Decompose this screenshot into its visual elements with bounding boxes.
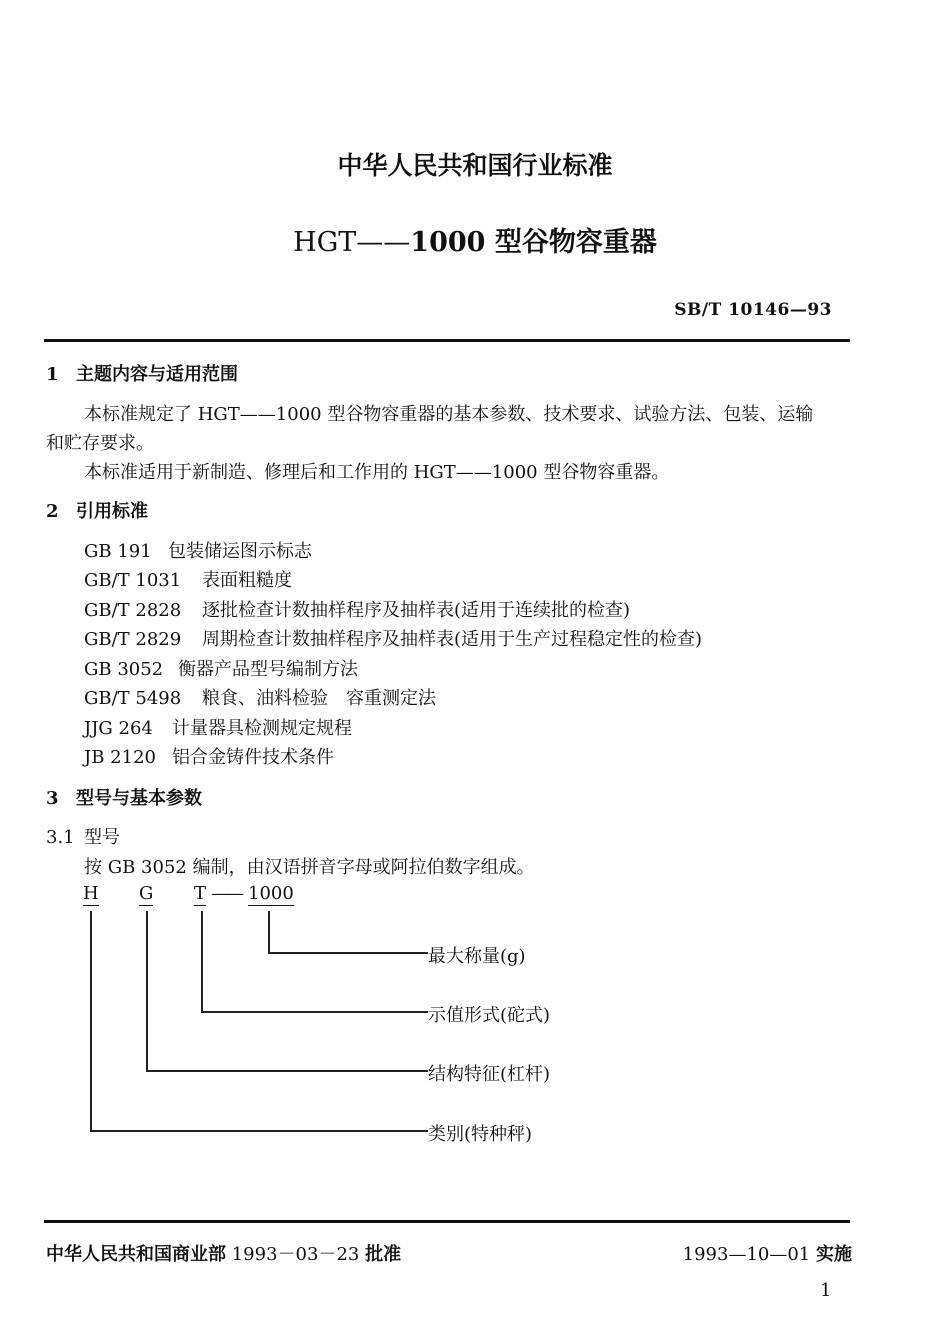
- model-label-max-capacity: 最大称量(g): [428, 946, 526, 967]
- connector-line: [268, 952, 428, 954]
- doc-title: [0, 220, 950, 259]
- connector-line: [146, 1070, 428, 1072]
- approve-word: 批准: [365, 1244, 402, 1265]
- reference-item: [84, 537, 312, 563]
- implementation-line: [683, 1240, 852, 1266]
- reference-item: [84, 596, 630, 622]
- section-title: 型号与基本参数: [76, 788, 202, 809]
- section-title: 主题内容与适用范围: [76, 364, 238, 385]
- reference-item: [84, 684, 436, 710]
- connector-line: [201, 911, 203, 1012]
- section-number: 2: [46, 501, 59, 522]
- model-dash: ——: [211, 883, 241, 904]
- subsection-title: 型号: [84, 827, 120, 848]
- reference-title: 周期检查计数抽样程序及抽样表(适用于生产过程稳定性的检查): [202, 629, 703, 650]
- section-2-heading: [46, 497, 148, 523]
- reference-title: 衡器产品型号编制方法: [178, 659, 358, 680]
- approval-line: [46, 1240, 401, 1266]
- reference-code: JB 2120: [84, 747, 156, 768]
- subsection-number: 3.1: [46, 827, 75, 848]
- footer-rule: [44, 1220, 850, 1223]
- reference-title: 铝合金铸件技术条件: [172, 747, 334, 768]
- standard-code: SB/T 10146—93: [674, 300, 832, 320]
- model-number-1000: 1000: [248, 883, 294, 904]
- section-1-para1-line1: 本标准规定了 HGT——1000 型谷物容重器的基本参数、技术要求、试验方法、包装、运输: [84, 404, 814, 425]
- approve-date: 1993－03－23: [231, 1244, 360, 1265]
- model-letter-h: H: [83, 883, 99, 904]
- subsection-3-1-heading: [46, 823, 120, 849]
- reference-title: 逐批检查计数抽样程序及抽样表(适用于连续批的检查): [202, 600, 631, 621]
- reference-title: 包装储运图示标志: [168, 541, 312, 562]
- reference-title: 粮食、油料检验 容重测定法: [202, 688, 436, 709]
- reference-code: GB 3052: [84, 659, 164, 680]
- section-1-para2: 本标准适用于新制造、修理后和工作用的 HGT——1000 型谷物容重器。: [84, 462, 670, 483]
- model-letter-g: G: [139, 883, 154, 904]
- model-letter-t: T: [194, 883, 207, 904]
- reference-code: GB 191: [84, 541, 152, 562]
- model-label-display-type: 示值形式(砣式): [428, 1005, 551, 1026]
- implementation-date: 1993—10—01: [682, 1244, 811, 1265]
- section-number: 3: [46, 788, 59, 809]
- reference-item: [84, 625, 702, 651]
- reference-item: [84, 566, 292, 592]
- section-3-heading: [46, 784, 202, 810]
- connector-line: [90, 911, 92, 1131]
- issuer: 中华人民共和国商业部: [46, 1244, 226, 1265]
- reference-title: 表面粗糙度: [202, 570, 292, 591]
- section-1-heading: [46, 360, 238, 386]
- section-1-para1-line2: 和贮存要求。: [46, 433, 154, 454]
- model-label-category: 类别(特种秤): [428, 1124, 533, 1145]
- reference-code: GB/T 1031: [84, 570, 182, 591]
- model-label-structure: 结构特征(杠杆): [428, 1064, 551, 1085]
- reference-title: 计量器具检测规定规程: [172, 718, 352, 739]
- connector-line: [146, 911, 148, 1071]
- reference-code: GB/T 2828: [84, 600, 182, 621]
- connector-line: [268, 911, 270, 953]
- header-rule: [44, 339, 850, 342]
- page-number: 1: [820, 1280, 832, 1301]
- reference-item: [84, 714, 352, 740]
- reference-code: GB/T 2829: [84, 629, 182, 650]
- reference-code: JJG 264: [84, 718, 153, 739]
- connector-line: [90, 1130, 428, 1132]
- section-number: 1: [46, 364, 59, 385]
- doc-title-prefix: HGT——: [293, 227, 411, 258]
- subsection-3-1-text: 按 GB 3052 编制，由汉语拼音字母或阿拉伯数字组成。: [84, 857, 535, 878]
- section-title: 引用标准: [76, 501, 148, 522]
- doc-title-main: 1000 型谷物容重器: [410, 227, 657, 258]
- reference-code: GB/T 5498: [84, 688, 182, 709]
- reference-item: [84, 743, 334, 769]
- reference-item: [84, 655, 358, 681]
- connector-line: [201, 1011, 428, 1013]
- implementation-word: 实施: [816, 1244, 852, 1265]
- org-title: 中华人民共和国行业标准: [337, 151, 613, 180]
